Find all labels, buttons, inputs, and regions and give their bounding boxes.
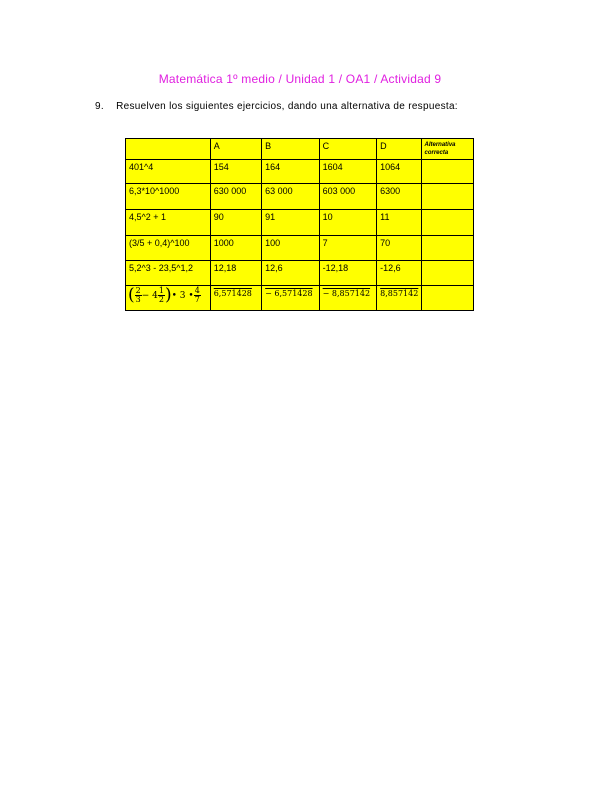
option-b: − 6,571428 bbox=[262, 286, 319, 311]
exercise-expression: 4,5^2 + 1 bbox=[126, 210, 211, 236]
answer-cell[interactable] bbox=[421, 184, 474, 210]
exercise-expression: 5,2^3 - 23,5^1,2 bbox=[126, 261, 211, 286]
option-a: 630 000 bbox=[210, 184, 261, 210]
header-cell-a: A bbox=[210, 139, 261, 160]
option-c: − 8,857142 bbox=[319, 286, 376, 311]
table-row bbox=[126, 286, 474, 311]
header-cell-d: D bbox=[377, 139, 421, 160]
header-cell-c: C bbox=[319, 139, 376, 160]
option-c: 10 bbox=[319, 210, 376, 236]
page-title: Matemática 1º medio / Unidad 1 / OA1 / Actividad 9 bbox=[158, 72, 442, 86]
table-row bbox=[126, 184, 474, 210]
close-paren: ) bbox=[164, 285, 172, 305]
option-a: 6,571428 bbox=[210, 286, 261, 311]
option-a: 90 bbox=[210, 210, 261, 236]
option-a: 1000 bbox=[210, 236, 261, 261]
header-cell-b: B bbox=[262, 139, 319, 160]
option-d: -12,6 bbox=[377, 261, 421, 286]
option-d: 6300 bbox=[377, 184, 421, 210]
fraction: $\frac{4}{7}$ bbox=[194, 286, 200, 304]
answer-cell[interactable] bbox=[421, 210, 474, 236]
table-row bbox=[126, 236, 474, 261]
answer-cell[interactable] bbox=[421, 286, 474, 311]
exercise-table bbox=[125, 138, 474, 311]
table-row bbox=[126, 160, 474, 184]
exercise-expression: 401^4 bbox=[126, 160, 211, 184]
header-cell-empty bbox=[126, 139, 211, 160]
option-c: 603 000 bbox=[319, 184, 376, 210]
option-c: 7 bbox=[319, 236, 376, 261]
option-b: 100 bbox=[262, 236, 319, 261]
option-b: 164 bbox=[262, 160, 319, 184]
header-cell-correct-alternative: Alternativa correcta bbox=[421, 139, 474, 160]
option-b: 91 bbox=[262, 210, 319, 236]
answer-cell[interactable] bbox=[421, 236, 474, 261]
question-number: 9. bbox=[95, 101, 104, 112]
exercise-expression: (3/5 + 0,4)^100 bbox=[126, 236, 211, 261]
table-row bbox=[126, 261, 474, 286]
option-a: 12,18 bbox=[210, 261, 261, 286]
option-c: 1604 bbox=[319, 160, 376, 184]
fraction: $\frac{2}{3}$ bbox=[135, 286, 141, 304]
option-c: -12,18 bbox=[319, 261, 376, 286]
question-text: Resuelven los siguientes ejercicios, dando una alternativa de respuesta: bbox=[116, 101, 458, 112]
open-paren: ( bbox=[128, 285, 135, 305]
option-b: 63 000 bbox=[262, 184, 319, 210]
fraction: $\frac{1}{2}$ bbox=[158, 286, 164, 304]
option-a: 154 bbox=[210, 160, 261, 184]
table-row bbox=[126, 210, 474, 236]
question-9 bbox=[95, 101, 458, 112]
exercise-expression-fraction: ( $\frac{2}{3}$ − 4 $\frac{1}{2}$ )• 3 • $\frac{4}{7}$ bbox=[126, 286, 211, 311]
table-header-row bbox=[126, 139, 474, 160]
option-d: 11 bbox=[377, 210, 421, 236]
answer-cell[interactable] bbox=[421, 261, 474, 286]
option-d: 1064 bbox=[377, 160, 421, 184]
answer-cell[interactable] bbox=[421, 160, 474, 184]
option-d: 8,857142 bbox=[377, 286, 421, 311]
option-b: 12,6 bbox=[262, 261, 319, 286]
option-d: 70 bbox=[377, 236, 421, 261]
exercise-expression: 6,3*10^1000 bbox=[126, 184, 211, 210]
